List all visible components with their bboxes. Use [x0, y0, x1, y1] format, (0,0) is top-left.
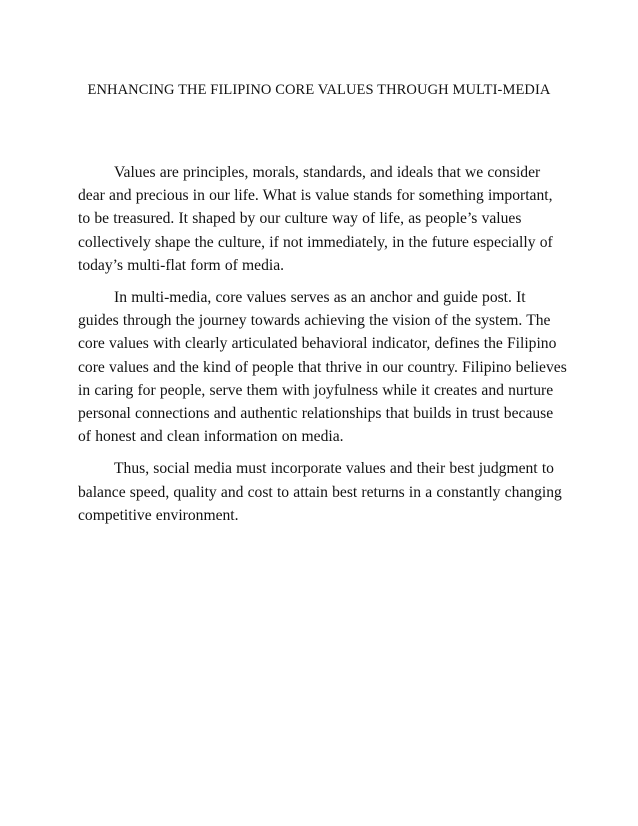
document-title: ENHANCING THE FILIPINO CORE VALUES THROUGH MULTI-MEDIA — [87, 82, 551, 98]
paragraph-1: Values are principles, morals, standards, and ideals that we consider dear and precious in our life. What is value stands for something important, to be treasured. It shaped by our culture way of life, as people’s values collectively shape the culture, if not immediately, in the future especially of today’s multi-flat form of media. — [78, 164, 553, 274]
paragraph-3: Thus, social media must incorporate values and their best judgment to balance speed, quality and cost to attain best returns in a constantly changing competitive environment. — [78, 460, 562, 524]
document-body — [78, 161, 568, 527]
paragraph-2: In multi-media, core values serves as an anchor and guide post. It guides through the journey towards achieving the vision of the system. The core values with clearly articulated behavioral indicator, defines the Filipino core values and the kind of people that thrive in our country. Filipino believes in caring for people, serve them with joyfulness while it creates and nurture personal connections and authentic relationships that builds in trust because of honest and clean information on media. — [78, 289, 567, 446]
